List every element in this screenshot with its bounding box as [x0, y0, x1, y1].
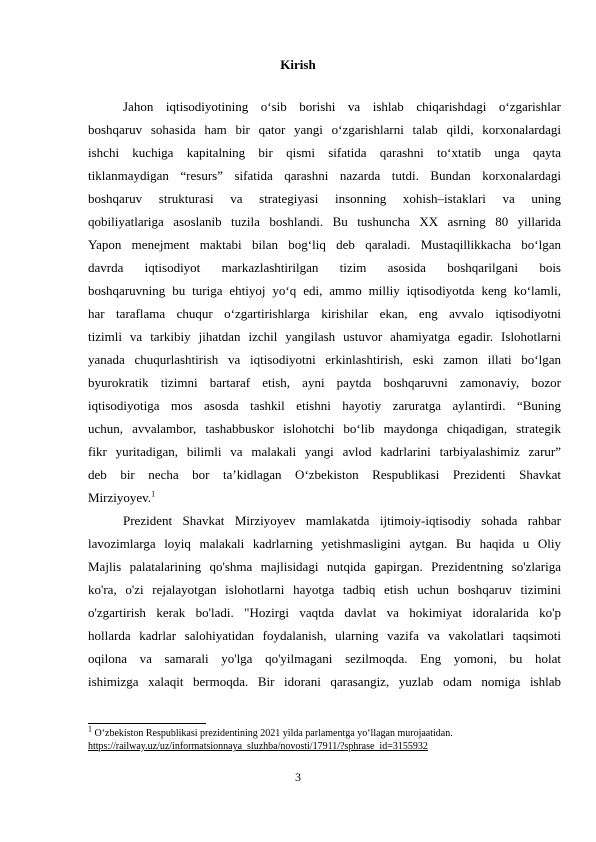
paragraph-line: qobiliyatlariga asoslanib tuzila boshlandi. Bu tushuncha XX asrning 80 yillarida — [88, 214, 561, 229]
page-number: 3 — [295, 770, 301, 784]
paragraph-line: yanada chuqurlashtirish va iqtisodiyotni erkinlashtirish, eski zamon illati boʻlgan — [88, 352, 561, 367]
footnote-text-line — [88, 724, 561, 740]
footnote-link-line — [88, 740, 561, 753]
paragraph-line: ko'ra, o'zi rejalayotgan islohotlarni hayotga tadbiq etish uchun boshqaruv tizimini — [88, 582, 561, 597]
paragraph-line: uchun, avvalambor, tashabbuskor islohotchi boʻlib maydonga chiqadigan, strategik — [88, 421, 561, 436]
footnote — [88, 724, 561, 753]
paragraph-line: lavozimlarga loyiq malakali kadrlarning yetishmasligini aytgan. Bu haqida u Oliy — [88, 536, 561, 551]
paragraph-line: Prezident Shavkat Mirziyoyev mamlakatda ijtimoiy-iqtisodiy sohada rahbar — [123, 513, 561, 528]
paragraph-line: ishchi kuchiga kapitalning bir qismi sifatida qarashni toʻxtatib unga qayta — [88, 145, 561, 160]
paragraph-line: oqilona va samarali yo'lga qo'yilmagani sezilmoqda. Eng yomoni, bu holat — [88, 651, 561, 666]
footnote-text: Oʻzbekiston Respublikasi prezidentining 2021 yilda parlamentga yoʻllagan murojaatidan. — [92, 728, 453, 739]
paragraph-line: iqtisodiyotiga mos asosda tashkil etishni hayotiy zaruratga aylantirdi. “Buning — [88, 398, 561, 413]
paragraph-line: o'zgartirish kerak bo'ladi. "Hozirgi vaqtda davlat va hokimiyat idoralarida ko'p — [88, 605, 561, 620]
paragraph-line: ishimizga xalaqit bermoqda. Bir idorani qarasangiz, yuzlab odam nomiga ishlab — [88, 674, 561, 689]
paragraph-line: byurokratik tizimni bartaraf etish, ayni paytda boshqaruvni zamonaviy, bozor — [88, 375, 561, 390]
paragraph-line: har taraflama chuqur oʻzgartirishlarga kirishilar ekan, eng avvalo iqtisodiyotni — [88, 306, 561, 321]
footnote-reference[interactable]: 1 — [151, 489, 156, 499]
paragraph-line: tiklanmaydigan “resurs” sifatida qarashni nazarda tutdi. Bundan korxonalardagi — [88, 168, 561, 183]
section-title: Kirish — [280, 57, 316, 72]
paragraph-line: deb bir necha bor taʼkidlagan Oʻzbekiston Respublikasi Prezidenti Shavkat — [88, 467, 561, 482]
paragraph-line-text: Mirziyoyev. — [88, 490, 152, 505]
paragraph-line: Jahon iqtisodiyotining oʻsib borishi va ishlab chiqarishdagi oʻzgarishlar — [123, 99, 561, 114]
paragraph-line: tizimli va tarkibiy jihatdan izchil yangilash ustuvor ahamiyatga egadir. Islohotlarni — [88, 329, 561, 344]
footnote-link[interactable]: https://railway.uz/uz/informatsionnaya_sluzhba/novosti/17911/?sphrase_id=3155932 — [88, 741, 428, 752]
paragraph-line: boshqaruv sohasida ham bir qator yangi oʻzgarishlarni talab qildi, korxonalardagi — [88, 122, 561, 137]
footnote-marker: 1 — [88, 724, 92, 734]
paragraph-line: boshqaruvning bu turiga ehtiyoj yoʻq edi, ammo milliy iqtisodiyotda keng koʻlamli, — [88, 283, 561, 298]
paragraph-line: Yapon menejment maktabi bilan bogʻliq deb qaraladi. Mustaqillikkacha boʻlgan — [88, 237, 561, 252]
paragraph-line: hollarda kadrlar salohiyatidan foydalanish, ularning vazifa va vakolatlari taqsimoti — [88, 628, 561, 643]
paragraph-line: Majlis palatalarining qo'shma majlisidagi nutqida gapirgan. Prezidentning so'zlariga — [88, 559, 561, 574]
paragraph-line: davrda iqtisodiyot markazlashtirilgan tizim asosida boshqarilgani bois — [88, 260, 561, 275]
paragraph-line: fikr yuritadigan, bilimli va malakali yangi avlod kadrlarini tarbiyalashimiz zarur” — [88, 444, 561, 459]
paragraph-last-line — [88, 486, 561, 509]
paragraph-line: boshqaruv strukturasi va strategiyasi insonning xohish–istaklari va uning — [88, 191, 561, 206]
body-text — [88, 95, 561, 693]
footnote-separator — [88, 723, 206, 724]
